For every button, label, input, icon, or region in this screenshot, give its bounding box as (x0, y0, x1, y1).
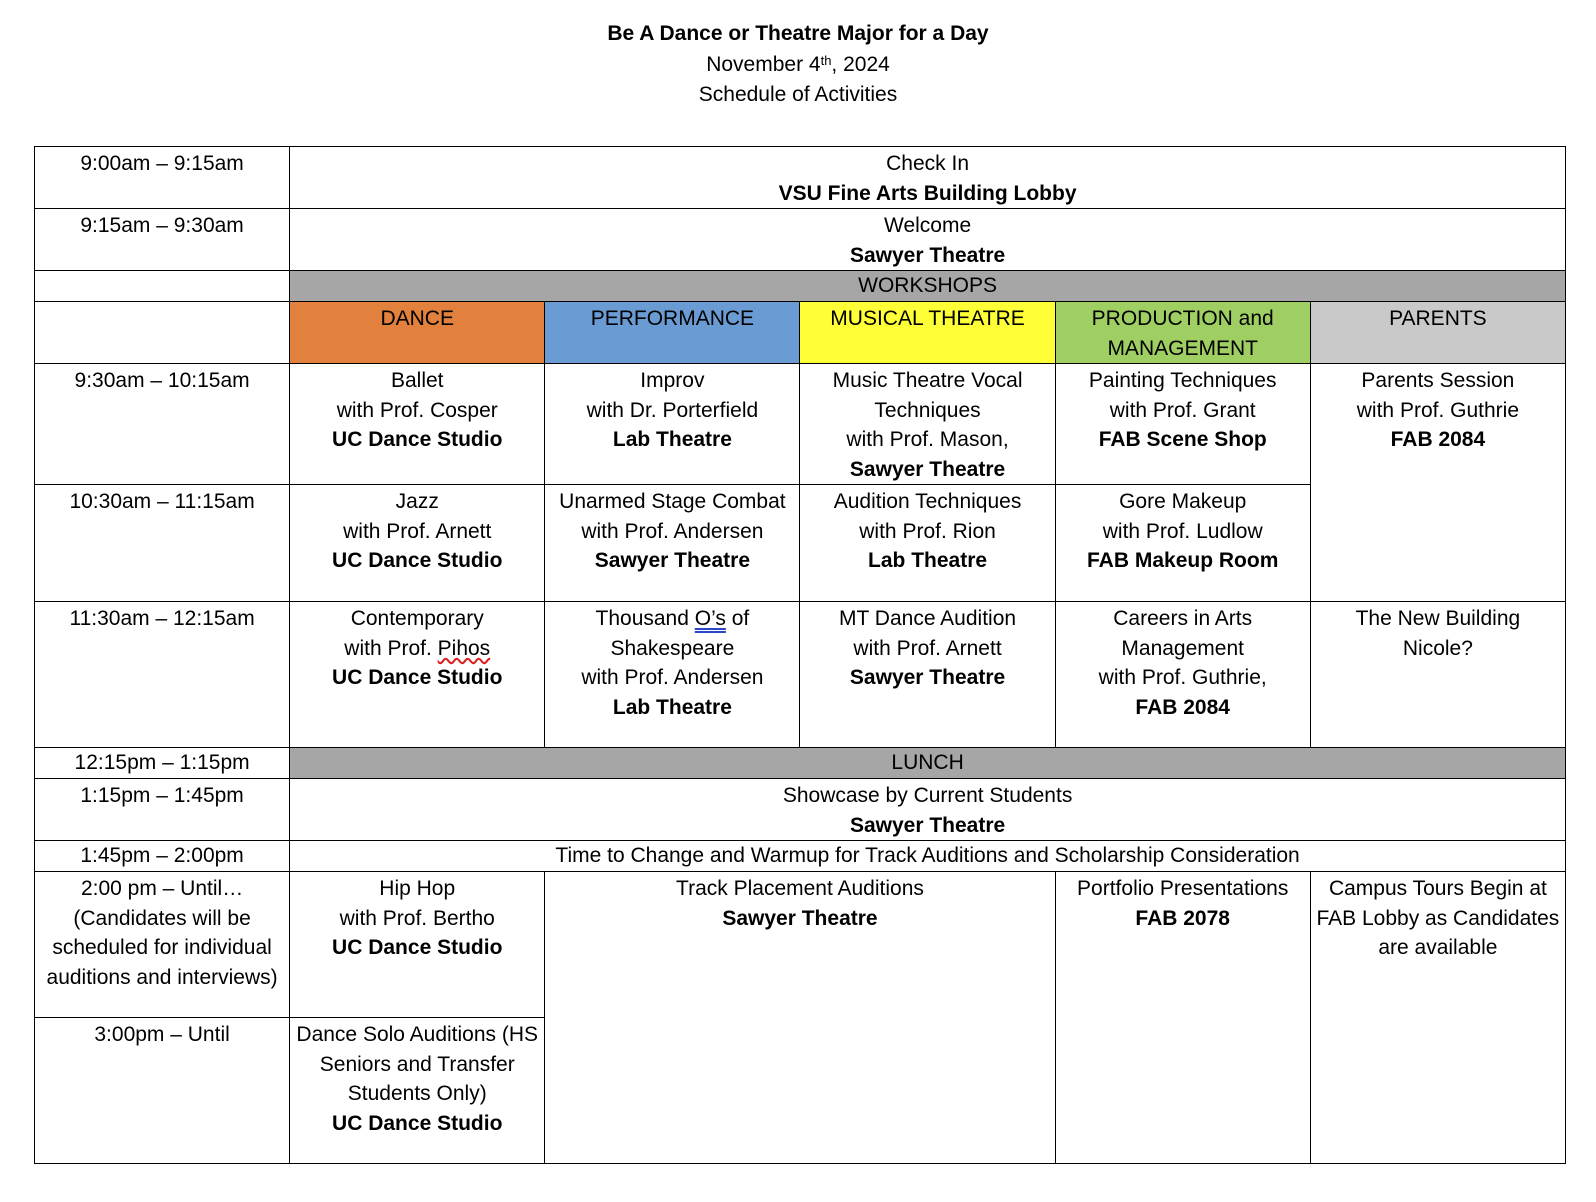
workshop-location: Sawyer Theatre (849, 666, 1006, 689)
document-subtitle: Schedule of Activities (698, 83, 898, 106)
workshop-cell-performance (545, 602, 800, 748)
time-cell: 11:30am – 12:15am (35, 602, 290, 748)
workshop-instructor: with Dr. Porterfield (586, 398, 759, 422)
schedule-table (34, 146, 1566, 1164)
workshop-cell-musical-theatre (800, 602, 1055, 748)
workshop-cell-parents (1310, 602, 1565, 748)
workshop-location: Lab Theatre (868, 549, 988, 572)
workshop-location: Lab Theatre (612, 695, 732, 719)
workshop-title: Music Theatre Vocal Techniques (832, 369, 1023, 422)
workshop-cell-musical-theatre (800, 485, 1055, 602)
portfolio-title: Portfolio Presentations (1077, 877, 1289, 900)
workshop-location: UC Dance Studio (332, 936, 503, 959)
workshop-title: Jazz (395, 490, 439, 513)
workshop-title: Dance Solo Auditions (HS Seniors and Transfer Students Only) (296, 1023, 539, 1105)
row-welcome (35, 209, 1566, 271)
workshop-cell-performance (545, 485, 800, 602)
date-year: , 2024 (831, 53, 890, 76)
workshop-location: Lab Theatre (612, 428, 732, 451)
workshop-instructor: with Prof. Bertho (339, 906, 495, 930)
workshop-cell-dance-solo (290, 1018, 545, 1164)
workshop-cell-dance (290, 364, 545, 485)
workshop-title: Parents Session (1361, 369, 1515, 392)
document-header (0, 18, 1596, 110)
workshop-title: The New Building (1355, 607, 1521, 630)
welcome-cell (290, 209, 1566, 271)
row-showcase (35, 779, 1566, 841)
welcome-location: Sawyer Theatre (849, 243, 1006, 267)
workshop-cell-parents (1310, 364, 1565, 602)
workshop-location: FAB 2084 (1135, 695, 1230, 719)
date-main: November 4 (706, 53, 821, 76)
workshop-title: Painting Techniques (1088, 369, 1277, 392)
showcase-title: Showcase by Current Students (782, 784, 1073, 807)
workshop-cell-production (1055, 485, 1310, 602)
row-change (35, 841, 1566, 872)
workshop-instructor: with Prof. Arnett (853, 636, 1002, 660)
track-auditions-cell (545, 872, 1055, 1164)
workshop-location: UC Dance Studio (332, 1111, 503, 1135)
document-title: Be A Dance or Theatre Major for a Day (607, 22, 989, 45)
workshop-location: Sawyer Theatre (849, 457, 1006, 481)
portfolio-cell (1055, 872, 1310, 1164)
workshop-note: Nicole? (1402, 636, 1473, 660)
workshop-cell-production (1055, 602, 1310, 748)
spellcheck-word: Pihos (437, 636, 491, 660)
workshop-title: Unarmed Stage Combat (559, 490, 786, 513)
track-auditions-title: Track Placement Auditions (676, 877, 924, 900)
title-part: Thousand (595, 607, 695, 630)
time-cell: 9:00am – 9:15am (35, 147, 290, 209)
workshop-location: UC Dance Studio (332, 666, 503, 689)
row-slot-1 (35, 364, 1566, 485)
track-header-production: PRODUCTION and MANAGEMENT (1055, 302, 1310, 364)
workshop-instructor: with Prof. Guthrie, (1098, 666, 1267, 689)
row-track-headers (35, 302, 1566, 364)
workshop-location: UC Dance Studio (332, 549, 503, 572)
campus-tours-cell: Campus Tours Begin at FAB Lobby as Candidates are available (1310, 872, 1565, 1164)
track-header-dance: DANCE (290, 302, 545, 364)
time-cell: 10:30am – 11:15am (35, 485, 290, 602)
showcase-location: Sawyer Theatre (849, 813, 1006, 837)
workshop-title (549, 604, 795, 663)
track-auditions-location: Sawyer Theatre (722, 906, 878, 930)
workshop-title: Audition Techniques (833, 490, 1022, 513)
workshop-title: MT Dance Audition (839, 607, 1017, 630)
workshop-instructor: with Prof. Grant (1109, 398, 1256, 422)
workshop-cell-dance (290, 485, 545, 602)
workshop-instructor: with Prof. Arnett (343, 519, 492, 543)
time-cell: 2:00 pm – Until… (Candidates will be scheduled for individual auditions and interviews) (35, 872, 290, 1018)
grammar-marked-word: O’s (694, 607, 726, 630)
workshop-title: Contemporary (350, 607, 484, 630)
time-cell: 12:15pm – 1:15pm (35, 748, 290, 779)
workshops-band: WORKSHOPS (290, 271, 1566, 302)
workshop-cell-production (1055, 364, 1310, 485)
row-check-in (35, 147, 1566, 209)
empty-time-cell (35, 271, 290, 302)
workshop-cell-dance (290, 872, 545, 1018)
track-header-parents: PARENTS (1310, 302, 1565, 364)
time-cell: 1:15pm – 1:45pm (35, 779, 290, 841)
row-lunch (35, 748, 1566, 779)
workshop-location: FAB Scene Shop (1098, 428, 1267, 451)
lunch-band: LUNCH (290, 748, 1566, 779)
track-header-performance: PERFORMANCE (545, 302, 800, 364)
workshop-instructor: with Prof. Rion (859, 519, 996, 543)
track-header-musical-theatre: MUSICAL THEATRE (800, 302, 1055, 364)
workshop-title: Careers in Arts Management (1113, 607, 1253, 660)
check-in-location: VSU Fine Arts Building Lobby (778, 181, 1077, 205)
workshop-instructor: with Prof. Cosper (336, 398, 498, 422)
workshop-cell-dance (290, 602, 545, 748)
workshop-instructor (294, 634, 540, 664)
workshop-instructor: with Prof. Ludlow (1102, 519, 1263, 543)
workshop-cell-musical-theatre (800, 364, 1055, 485)
change-cell: Time to Change and Warmup for Track Auditions and Scholarship Consideration (290, 841, 1566, 872)
workshop-title: Ballet (390, 369, 444, 392)
showcase-cell (290, 779, 1566, 841)
empty-time-cell (35, 302, 290, 364)
check-in-cell (290, 147, 1566, 209)
workshop-location: UC Dance Studio (332, 428, 503, 451)
row-workshops-band (35, 271, 1566, 302)
workshop-location: FAB Makeup Room (1087, 549, 1279, 572)
workshop-instructor: with Prof. Guthrie (1356, 398, 1519, 422)
workshop-title: Hip Hop (379, 877, 456, 900)
workshop-cell-performance (545, 364, 800, 485)
time-cell: 3:00pm – Until (35, 1018, 290, 1164)
time-cell: 9:15am – 9:30am (35, 209, 290, 271)
workshop-instructor: with Prof. Andersen (581, 666, 764, 689)
row-slot-3 (35, 602, 1566, 748)
workshop-instructor: with Prof. Mason, (846, 428, 1009, 451)
welcome-title: Welcome (884, 214, 972, 237)
date-ordinal: th (820, 53, 832, 68)
time-cell: 1:45pm – 2:00pm (35, 841, 290, 872)
title-part: of Shakespeare (610, 607, 750, 660)
workshop-title: Gore Makeup (1119, 490, 1247, 513)
workshop-location: FAB 2084 (1390, 428, 1486, 451)
time-cell: 9:30am – 10:15am (35, 364, 290, 485)
workshop-title: Improv (640, 369, 705, 392)
portfolio-location: FAB 2078 (1135, 906, 1230, 930)
workshop-instructor: with Prof. Andersen (581, 519, 764, 543)
row-afternoon (35, 872, 1566, 1018)
check-in-title: Check In (886, 152, 970, 175)
instructor-prefix: with Prof. (344, 636, 438, 660)
document-date (0, 50, 1596, 80)
workshop-location: Sawyer Theatre (594, 549, 751, 572)
